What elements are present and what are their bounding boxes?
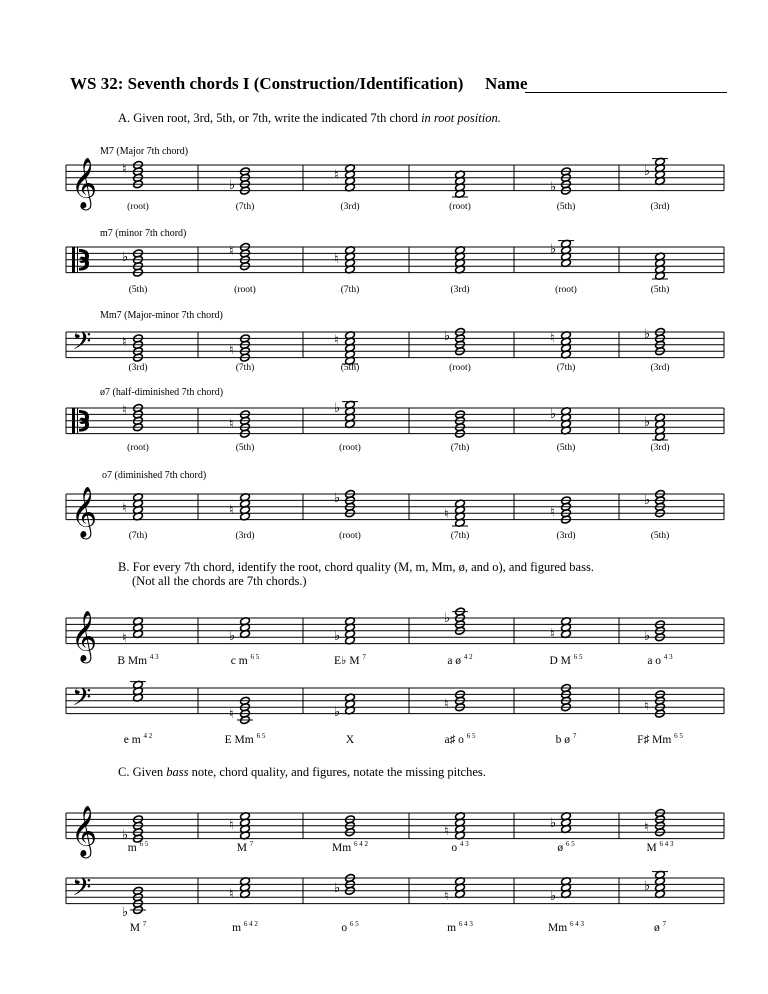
chord-member-label: (3rd)	[556, 531, 576, 541]
chord-member-label: (root)	[234, 285, 256, 295]
row-label-2: m7 (minor 7th chord)	[100, 228, 187, 239]
natural-icon: ♮	[229, 887, 234, 902]
chord-notes	[550, 617, 571, 642]
flat-icon: ♭	[229, 629, 236, 644]
staff-b-row-2	[0, 674, 768, 734]
chord-notes	[644, 620, 665, 644]
section-c-prompt	[130, 920, 147, 934]
staff-a-row-2	[0, 233, 768, 293]
section-c-prompt	[341, 920, 358, 934]
bass-clef-icon: 𝄢	[72, 327, 92, 363]
section-b-answer	[117, 653, 158, 667]
row-label-3: Mm7 (Major-minor 7th chord)	[100, 310, 223, 321]
natural-icon: ♮	[334, 252, 339, 267]
flat-icon: ♭	[550, 816, 557, 831]
section-c-instruction-italic: bass	[166, 765, 189, 779]
section-c-prompt-text: Mm	[331, 841, 355, 854]
row-label-1: M7 (Major 7th chord)	[100, 146, 189, 157]
section-b-answer-text: b ø	[555, 733, 573, 746]
name-label: Name	[485, 74, 528, 93]
chord-notes	[334, 693, 355, 720]
section-c-prompt	[128, 840, 149, 854]
chord-notes	[334, 331, 358, 366]
section-b-answer-figure: 4 2	[463, 653, 473, 661]
section-a-instruction	[118, 111, 501, 126]
section-c-prompt-figure: 6 4 3	[659, 840, 674, 848]
natural-icon: ♮	[444, 889, 449, 904]
natural-icon: ♮	[122, 335, 127, 350]
flat-icon: ♭	[334, 705, 341, 720]
chord-member-label: (3rd)	[235, 531, 255, 541]
section-c-instruction-text2: note, chord quality, and figures, notate the missing pitches.	[188, 765, 486, 779]
section-b-answer-figure: 6 5	[674, 732, 683, 740]
section-c-prompt-figure: 7	[662, 920, 667, 928]
flat-icon: ♭	[644, 493, 651, 508]
section-c-prompt-text: m	[127, 841, 140, 854]
chord-notes	[122, 617, 143, 646]
section-b-answer	[124, 732, 153, 746]
section-b-answer	[346, 732, 354, 746]
section-b-answer	[231, 653, 260, 667]
treble-clef-icon: 𝄞	[71, 157, 98, 209]
chord-member-label: (root)	[449, 202, 471, 212]
section-b-answer	[334, 653, 366, 667]
section-c-prompt-figure: 7	[249, 840, 254, 848]
flat-icon: ♭	[334, 881, 341, 896]
natural-icon: ♮	[444, 697, 449, 712]
section-c-prompt-text: M	[646, 841, 660, 854]
bass-clef-icon: 𝄢	[72, 683, 92, 719]
section-b-answer-figure: 7	[572, 732, 577, 740]
chord-member-label: (7th)	[450, 531, 470, 541]
natural-icon: ♮	[229, 417, 234, 432]
section-c-prompt-figure: 6 5	[565, 840, 575, 848]
natural-icon: ♮	[644, 820, 649, 835]
chord-member-label: (root)	[127, 202, 149, 212]
section-c-prompt-figure: 6 5	[139, 840, 149, 848]
section-c-prompt	[557, 840, 574, 854]
section-b-answer-figure: 6 5	[466, 732, 476, 740]
chord-member-label: (5th)	[650, 285, 670, 295]
section-c-prompt	[548, 920, 584, 934]
section-c-prompt-figure: 4 3	[459, 840, 469, 848]
chord-member-label: (root)	[339, 443, 361, 453]
chord-member-label: (7th)	[235, 202, 255, 212]
section-c-prompt-figure: 6 4 2	[243, 920, 258, 928]
section-b-answer-figure: 6 5	[573, 653, 583, 661]
section-b-answer	[447, 653, 472, 667]
natural-icon: ♮	[550, 505, 555, 520]
section-b-answer-figure: 6 5	[250, 653, 260, 661]
section-c-prompt-text: M	[236, 841, 250, 854]
treble-clef-icon: 𝄞	[71, 805, 98, 857]
section-b-answer-text: a♯ o	[444, 733, 467, 746]
chord-member-label: (7th)	[340, 285, 360, 295]
flat-icon: ♭	[550, 180, 557, 195]
flat-icon: ♭	[644, 629, 651, 644]
chord-member-label: (root)	[555, 285, 577, 295]
natural-icon: ♮	[644, 699, 649, 714]
chord-member-label: (3rd)	[650, 202, 670, 212]
flat-icon: ♭	[644, 415, 651, 430]
row-label-4: ø7 (half-diminished 7th chord)	[100, 387, 224, 398]
flat-icon: ♭	[122, 828, 129, 843]
flat-icon: ♭	[644, 164, 651, 179]
section-b-answer-text: D M	[549, 654, 574, 667]
natural-icon: ♮	[334, 333, 339, 348]
section-b-answer-text: a o	[647, 654, 664, 667]
chord-member-label: (5th)	[650, 531, 670, 541]
section-b-answer	[637, 732, 683, 746]
section-b-answer-text: E♭ M	[334, 655, 363, 667]
section-a-instruction-italic: in root position.	[421, 111, 501, 125]
section-c-prompt	[237, 840, 254, 854]
flat-icon: ♭	[334, 491, 341, 506]
section-b-instruction-line2: (Not all the chords are 7th chords.)	[132, 574, 307, 588]
flat-icon: ♭	[444, 611, 451, 626]
chord-member-label: (root)	[339, 531, 361, 541]
flat-icon: ♭	[334, 401, 341, 416]
chord-member-label: (5th)	[556, 443, 576, 453]
section-c-prompt	[654, 920, 666, 934]
flat-icon: ♭	[550, 242, 557, 257]
flat-icon: ♭	[550, 889, 557, 904]
section-c-prompt	[447, 920, 473, 934]
section-c-instruction	[118, 765, 486, 780]
section-b-answer-text: E Mm	[224, 733, 257, 746]
section-b-answer-text: F♯ Mm	[637, 733, 675, 746]
flat-icon: ♭	[444, 329, 451, 344]
name-blank-line	[525, 92, 727, 93]
section-c-prompt-text: ø	[653, 921, 663, 934]
section-b-answer-figure: 7	[362, 653, 366, 662]
bass-clef-icon: 𝄢	[72, 873, 92, 909]
section-b-answer	[647, 653, 672, 667]
chord-member-label: (7th)	[235, 363, 255, 373]
section-c-instruction-text1: C. Given	[118, 765, 167, 779]
chord-member-label: (7th)	[450, 443, 470, 453]
section-c-prompt	[332, 840, 368, 854]
section-b-answer	[444, 732, 475, 746]
section-b-answer-figure: 4 2	[143, 732, 153, 740]
chord-member-label: (5th)	[556, 202, 576, 212]
chord-member-label: (3rd)	[128, 363, 148, 373]
section-c-prompt-text: o	[451, 841, 460, 854]
natural-icon: ♮	[229, 503, 234, 518]
section-c-prompt-text: m	[232, 921, 244, 934]
chord-member-label: (5th)	[128, 285, 148, 295]
section-b-answer-figure: 6 5	[256, 732, 266, 740]
section-b-answer-text: B Mm	[117, 654, 150, 667]
chord-member-label: (3rd)	[450, 285, 470, 295]
chord-member-label: (7th)	[128, 531, 148, 541]
section-c-prompt	[232, 920, 258, 934]
section-c-prompt-figure: 6 4 3	[570, 920, 585, 928]
flat-icon: ♭	[229, 178, 236, 193]
natural-icon: ♮	[122, 162, 127, 177]
chord-notes	[130, 680, 146, 702]
chord-member-label: (3rd)	[340, 202, 360, 212]
natural-icon: ♮	[229, 343, 234, 358]
flat-icon: ♭	[550, 407, 557, 422]
natural-icon: ♮	[229, 707, 234, 722]
flat-icon: ♭	[122, 250, 129, 265]
section-c-prompt-figure: 6 4 2	[354, 840, 369, 848]
section-c-prompt-text: Mm	[547, 921, 571, 934]
chord-member-label: (5th)	[340, 363, 360, 373]
natural-icon: ♮	[122, 501, 127, 516]
section-b-answer-text: c m	[230, 654, 251, 667]
chord-notes	[550, 812, 571, 834]
natural-icon: ♮	[550, 331, 555, 346]
flat-icon: ♭	[644, 327, 651, 342]
flat-icon: ♭	[122, 905, 129, 920]
section-c-prompt-text: M	[129, 921, 143, 934]
treble-clef-icon: 𝄞	[71, 486, 98, 538]
section-b-answer-figure: 4 3	[663, 653, 673, 661]
section-b-answer	[225, 732, 266, 746]
flat-icon: ♭	[334, 629, 341, 644]
chord-notes	[229, 877, 250, 902]
staff-c-row-2	[0, 864, 768, 924]
natural-icon: ♮	[550, 627, 555, 642]
natural-icon: ♮	[122, 403, 127, 418]
section-c-prompt-text: m	[447, 921, 459, 934]
natural-icon: ♮	[229, 244, 234, 259]
section-b-answer-text: X	[345, 733, 355, 746]
chord-member-label: (root)	[127, 443, 149, 453]
section-a-instruction-text: A. Given root, 3rd, 5th, or 7th, write the indicated 7th chord	[118, 111, 422, 125]
section-b-answer	[549, 653, 582, 667]
section-c-prompt-figure: 7	[142, 920, 147, 928]
section-b-answer-text: e m	[123, 733, 144, 746]
natural-icon: ♮	[122, 631, 127, 646]
chord-member-label: (5th)	[235, 443, 255, 453]
chord-member-label: (7th)	[556, 363, 576, 373]
section-b-answer-text: a ø	[447, 654, 464, 667]
natural-icon: ♮	[229, 818, 234, 833]
natural-icon: ♮	[444, 507, 449, 522]
section-b-answer-figure: 4 3	[149, 653, 159, 661]
section-b-instruction-line1: B. For every 7th chord, identify the root, chord quality (M, m, Mm, ø, and o), and figured bass.	[118, 560, 594, 574]
section-c-prompt	[451, 840, 468, 854]
worksheet-title: WS 32: Seventh chords I (Construction/Identification)	[70, 74, 464, 93]
chord-notes	[455, 246, 466, 274]
flat-icon: ♭	[644, 879, 651, 894]
section-c-prompt-figure: 6 5	[349, 920, 359, 928]
section-c-prompt	[646, 840, 673, 854]
section-b-answer	[556, 732, 577, 746]
treble-clef-icon: 𝄞	[71, 610, 98, 662]
row-label-5: o7 (diminished 7th chord)	[102, 470, 207, 481]
chord-member-label: (3rd)	[650, 363, 670, 373]
section-c-prompt-figure: 6 4 3	[458, 920, 473, 928]
natural-icon: ♮	[334, 168, 339, 183]
natural-icon: ♮	[444, 824, 449, 839]
chord-member-label: (root)	[449, 363, 471, 373]
section-c-prompt-text: o	[341, 921, 350, 934]
section-c-prompt-text: ø	[557, 841, 566, 854]
chord-member-label: (3rd)	[650, 443, 670, 453]
